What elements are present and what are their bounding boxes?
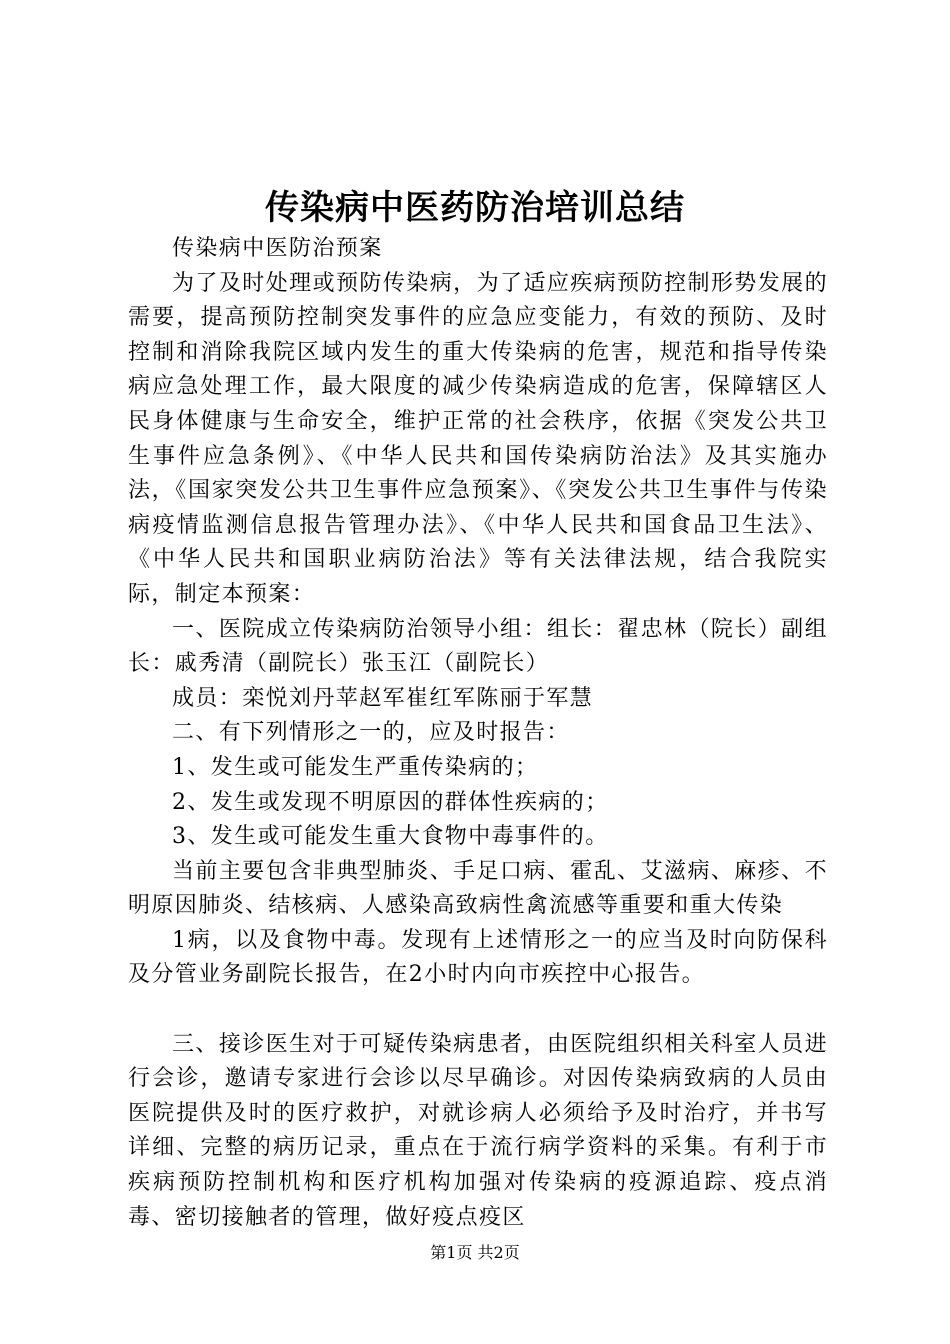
paragraph-item-3: 3、发生或可能发生重大食物中毒事件的。 — [172, 824, 609, 850]
document-title: 传染病中医药防治培训总结 — [265, 188, 685, 228]
paragraph-members: 成员：栾悦刘丹苹赵军崔红军陈丽于军慧 — [172, 685, 594, 711]
page-number: 第1页 共2页 — [430, 1243, 520, 1262]
paragraph-section-1: 一、医院成立传染病防治领导小组：组长：翟忠林（院长）副组长：戚秀清（副院长）张玉江（副院长） — [128, 616, 828, 677]
document-body — [128, 232, 828, 1235]
paragraph-diseases: 当前主要包含非典型肺炎、手足口病、霍乱、艾滋病、麻疹、不明原因肺炎、结核病、人感染高致病性禽流感等重要和重大传染 — [128, 858, 828, 919]
paragraph-section-2: 二、有下列情形之一的，应及时报告： — [172, 720, 570, 746]
paragraph-item-1: 1、发生或可能发生严重传染病的； — [172, 754, 539, 780]
paragraph-section-3: 三、接诊医生对于可疑传染病患者，由医院组织相关科室人员进行会诊，邀请专家进行会诊以尽早确诊。对因传染病致病的人员由医院提供及时的医疗救护，对就诊病人必须给予及时治疗，并书写详细、完整的病历记录，重点在于流行病学资料的采集。有利于市疾病预防控制机构和医疗机构加强对传染病的疫源追踪、疫点消毒、密切接触者的管理，做好疫点疫区 — [128, 1031, 828, 1230]
paragraph-report: 1病，以及食物中毒。发现有上述情形之一的应当及时向防保科及分管业务副院长报告，在2小时内向市疾控中心报告。 — [128, 927, 828, 988]
paragraph-subtitle: 传染病中医防治预案 — [172, 236, 383, 261]
paragraph-intro: 为了及时处理或预防传染病，为了适应疾病预防控制形势发展的需要，提高预防控制突发事件的应急应变能力，有效的预防、及时控制和消除我院区域内发生的重大传染病的危害，规范和指导传染病应急处理工作，最大限度的减少传染病造成的危害，保障辖区人民身体健康与生命安全，维护正常的社会秩序，依据《突发公共卫生事件应急条例》、《中华人民共和国传染病防治法》及其实施办法，《国家突发公共卫生事件应急预案》、《突发公共卫生事件与传染病疫情监测信息报告管理办法》、《中华人民共和国食品卫生法》、《中华人民共和国职业病防治法》等有关法律法规，结合我院实际，制定本预案： — [128, 270, 828, 607]
paragraph-item-2: 2、发生或发现不明原因的群体性疾病的； — [172, 789, 609, 815]
